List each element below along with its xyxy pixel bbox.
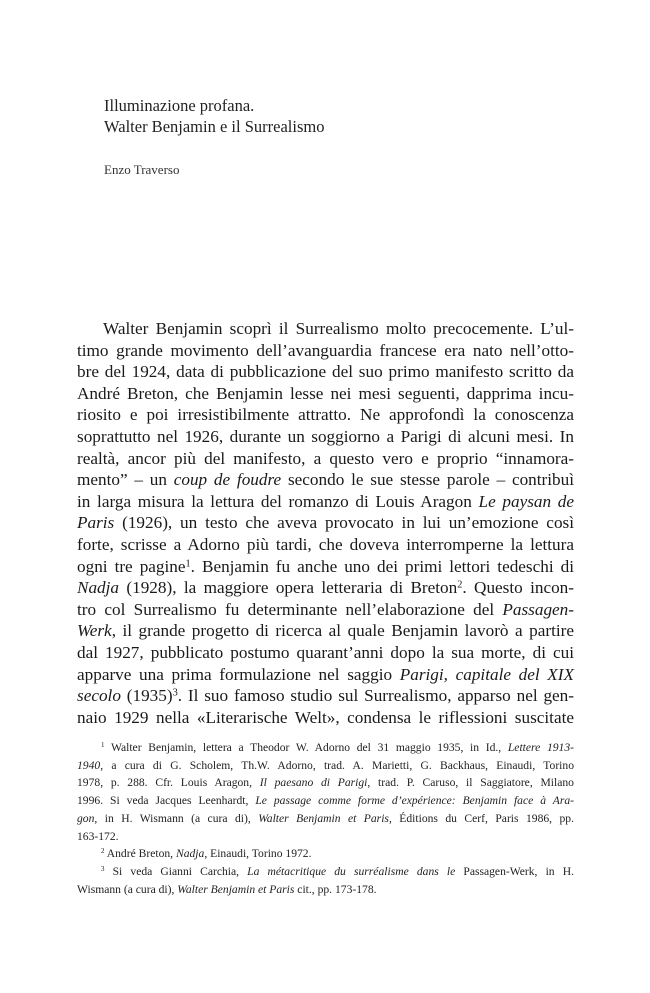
- body-line: [77, 426, 574, 448]
- body-line: [77, 685, 574, 707]
- text-span: 1996. Si veda Jacques Leenhardt,: [77, 794, 256, 808]
- italic-span: Passagen-: [502, 599, 574, 619]
- italic-span: La métacritique du surréalisme dans le: [247, 864, 456, 878]
- italic-span: Lettere 1913-: [507, 741, 574, 754]
- footnote-marker: 1: [185, 557, 191, 569]
- text-span: , a cura di G. Scholem, Th.W. Adorno, trad. A. Marietti, G. Backhaus, Einaudi, Torino: [100, 758, 574, 772]
- body-line: [77, 707, 574, 729]
- italic-span: Le passage comme forme d’expérience: Benjamin face à Ara-: [255, 794, 575, 808]
- italic-span: Parigi, capitale del XIX: [399, 664, 575, 684]
- text-span: secondo le sue stesse parole – contribuì: [281, 470, 575, 490]
- text-span: riosito e poi irresistibilmente attratto. Ne approfondì la conoscenza: [77, 405, 574, 425]
- footnote-marker: 1: [101, 741, 105, 750]
- text-span: Walter Benjamin, lettera a Theodor W. Adorno del 31 maggio 1935, in Id.,: [104, 741, 508, 754]
- body-line: [77, 361, 574, 383]
- footnote-marker: 2: [101, 847, 105, 856]
- body-line: [77, 534, 574, 556]
- text-span: cit., pp. 173-178.: [294, 882, 377, 896]
- footnote-line: [77, 757, 574, 775]
- text-span: (1926), un testo che aveva provocato in lui un’emozione così: [114, 513, 574, 533]
- text-span: (1935): [120, 686, 173, 706]
- body-line: [77, 469, 574, 491]
- body-line: [77, 491, 574, 513]
- text-span: mento” – un: [77, 470, 174, 490]
- text-span: ogni tre pagine: [77, 556, 186, 576]
- text-span: . Il suo famoso studio sul Surrealismo, apparso nel gen-: [177, 686, 574, 706]
- text-span: André Breton, che Benjamin lesse nei mesi seguenti, dapprima incu-: [77, 383, 574, 403]
- italic-span: Paris: [77, 513, 115, 533]
- text-span: . Questo incon-: [462, 578, 574, 598]
- text-span: 1978, p. 288. Cfr. Louis Aragon,: [77, 776, 260, 790]
- text-span: (1928), la maggiore opera letteraria di Breton: [119, 578, 458, 598]
- text-span: 163-172.: [77, 829, 119, 843]
- italic-span: Le paysan de: [478, 491, 574, 511]
- footnote-line: [77, 881, 574, 899]
- footnote-line: [77, 774, 574, 792]
- text-span: André Breton,: [104, 847, 176, 861]
- italic-span: secolo: [77, 686, 121, 706]
- footnote-marker: 3: [101, 865, 105, 874]
- text-span: dal 1927, pubblicato postumo quarant’anni dopo la sua morte, di cui: [77, 642, 574, 662]
- italic-span: Werk: [77, 621, 112, 641]
- text-span: tro col Surrealismo fu determinante nell’elaborazione del: [77, 599, 503, 619]
- italic-span: Nadja: [77, 578, 120, 598]
- footnote-line: [77, 845, 574, 863]
- body-line: [77, 620, 574, 642]
- body-line: [77, 642, 574, 664]
- italic-span: Walter Benjamin et Paris: [177, 882, 295, 896]
- body-line: [77, 318, 574, 340]
- footnote-marker: 3: [172, 687, 178, 699]
- chapter-author: Enzo Traverso: [104, 162, 180, 177]
- footnotes: [77, 739, 574, 898]
- text-span: , il grande progetto di ricerca al quale Benjamin lavorò a partire: [111, 621, 574, 641]
- footnote-line: [77, 792, 574, 810]
- italic-span: 1940: [77, 758, 101, 772]
- italic-span: Nadja: [175, 847, 205, 861]
- chapter-title-line-2: Walter Benjamin e il Surrealismo: [104, 117, 325, 136]
- text-span: , in H. Wismann (a cura di),: [94, 811, 259, 825]
- italic-span: Il paesano di Parigi: [259, 776, 368, 790]
- text-span: , trad. P. Caruso, il Saggiatore, Milano: [367, 776, 574, 790]
- body-line: [77, 556, 574, 578]
- chapter-title: [104, 95, 324, 137]
- body-line: [77, 577, 574, 599]
- text-span: , Einaudi, Torino 1972.: [204, 847, 312, 861]
- text-span: Wismann (a cura di),: [77, 882, 178, 896]
- text-span: bre del 1924, data di pubblicazione del suo primo manifesto scritto da: [77, 362, 574, 382]
- text-span: naio 1929 nella «Literarische Welt», condensa le riflessioni suscitate: [77, 707, 574, 727]
- italic-span: Walter Benjamin et Paris: [258, 811, 389, 825]
- italic-span: gon: [77, 811, 95, 825]
- body-line: [77, 448, 574, 470]
- text-span: . Benjamin fu anche uno dei primi lettori tedeschi di: [190, 556, 574, 576]
- footnote-line: [77, 863, 574, 881]
- body-line: [77, 404, 574, 426]
- text-span: Si veda Gianni Carchia,: [104, 864, 248, 878]
- text-span: , Éditions du Cerf, Paris 1986, pp.: [388, 811, 575, 825]
- body-line: [77, 512, 574, 534]
- text-span: realtà, ancor più del manifesto, a questo vero e proprio “innamora-: [77, 448, 574, 468]
- footnote-marker: 2: [457, 579, 463, 591]
- footnote-line: [77, 810, 574, 828]
- text-span: forte, scrisse a Adorno più tardi, che doveva interromperne la lettura: [77, 534, 574, 554]
- chapter-title-line-1: Illuminazione profana.: [104, 96, 255, 115]
- text-span: soprattutto nel 1926, durante un soggiorno a Parigi di alcuni mesi. In: [77, 426, 574, 446]
- body-text: [77, 318, 574, 728]
- text-span: timo grande movimento dell’avanguardia francese era nato nell’otto-: [77, 340, 574, 360]
- body-line: [77, 599, 574, 621]
- footnote-line: [77, 828, 574, 846]
- body-line: [77, 664, 574, 686]
- body-line: [77, 340, 574, 362]
- text-span: in larga misura la lettura del romanzo di Louis Aragon: [77, 491, 479, 511]
- text-span: Passagen-Werk, in H.: [455, 864, 574, 878]
- body-line: [77, 383, 574, 405]
- text-span: Walter Benjamin scoprì il Surrealismo molto precocemente. L’ul-: [103, 319, 574, 338]
- text-span: apparve una prima formulazione nel saggio: [77, 664, 400, 684]
- footnote-line: [77, 739, 574, 757]
- italic-span: coup de foudre: [173, 470, 282, 490]
